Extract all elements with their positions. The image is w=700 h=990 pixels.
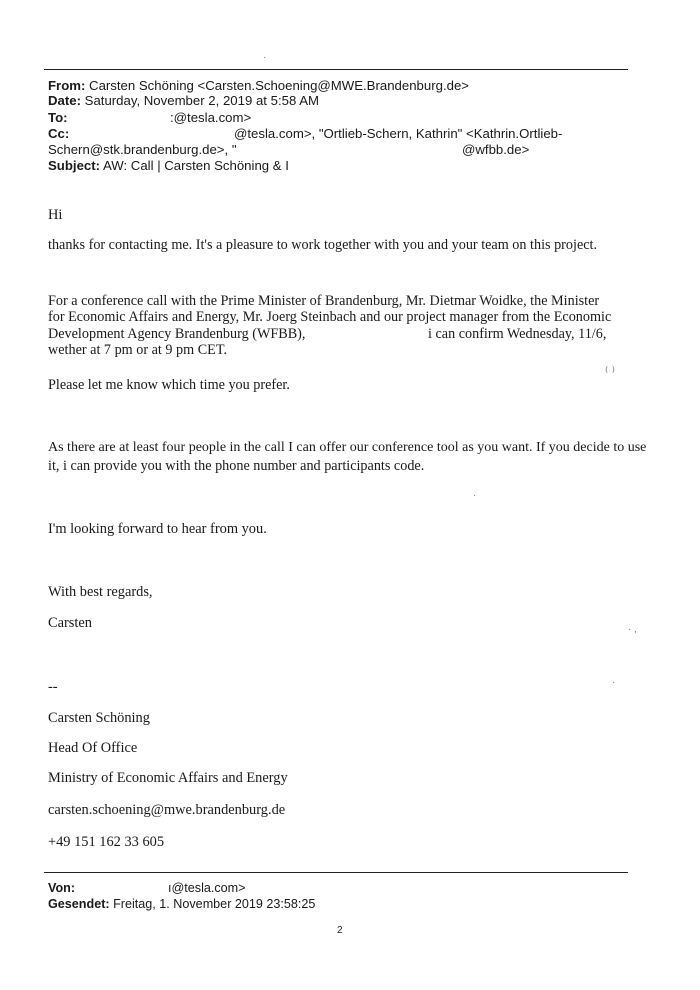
von-label: Von: — [48, 881, 76, 895]
subject-label: Subject: — [48, 158, 101, 173]
von-value: ı@tesla.com> — [168, 881, 246, 895]
gesendet-label: Gesendet: — [48, 897, 110, 911]
paragraph-call-line-3a: Development Agency Brandenburg (WFBB), — [48, 326, 306, 342]
page-number: 2 — [337, 925, 343, 936]
subject-line — [48, 157, 289, 175]
cc-value-2: Schern@stk.brandenburg.de>, " — [48, 142, 237, 157]
paragraph-tool-line-2: it, i can provide you with the phone number and participants code. — [48, 458, 425, 474]
date-value: Saturday, November 2, 2019 at 5:58 AM — [84, 93, 319, 108]
to-label: To: — [48, 110, 68, 125]
cc-value-3: @wfbb.de> — [462, 142, 530, 157]
scan-speck: · — [473, 490, 477, 501]
signature-name: Carsten Schöning — [48, 710, 150, 726]
gesendet-line — [48, 895, 315, 913]
gesendet-value: Freitag, 1. November 2019 23:58:25 — [113, 897, 316, 911]
subject-value: AW: Call | Carsten Schöning & I — [102, 158, 289, 173]
date-line — [48, 92, 319, 110]
paragraph-tool-line-1: As there are at least four people in the call I can offer our conference tool as you want. If you decide to use — [48, 440, 647, 455]
from-value: Carsten Schöning <Carsten.Schoening@MWE.Brandenburg.de> — [89, 78, 469, 93]
signature-org: Ministry of Economic Affairs and Energy — [48, 770, 288, 786]
signature-dashes: -- — [48, 679, 58, 695]
paragraph-call-line-1: For a conference call with the Prime Minister of Brandenburg, Mr. Dietmar Woidke, the Minister — [48, 293, 600, 309]
to-value: :@tesla.com> — [170, 110, 252, 125]
cc-value-1: @tesla.com>, "Ortlieb-Schern, Kathrin" <Kathrin.Ortlieb- — [234, 126, 563, 141]
signoff: Carsten — [48, 615, 92, 631]
scan-speck: · — [612, 677, 616, 688]
signature-phone: +49 151 162 33 605 — [48, 834, 165, 850]
signature-email: carsten.schoening@mwe.brandenburg.de — [48, 802, 286, 818]
top-rule — [44, 69, 628, 70]
cc-label: Cc: — [48, 126, 70, 141]
quoted-rule — [44, 872, 628, 873]
greeting: Hi — [48, 207, 63, 223]
paragraph-forward: I'm looking forward to hear from you. — [48, 521, 267, 537]
from-label: From: — [48, 78, 86, 93]
scan-speck: · — [263, 52, 267, 63]
scan-speck: ⁽ ⁾ — [605, 364, 615, 379]
paragraph-call-line-3b: i can confirm Wednesday, 11/6, — [428, 326, 607, 342]
paragraph-call-line-2: for Economic Affairs and Energy, Mr. Joerg Steinbach and our project manager from the Economic — [48, 309, 612, 325]
closing: With best regards, — [48, 584, 153, 600]
paragraph-prefer: Please let me know which time you prefer. — [48, 377, 290, 393]
scan-speck: · , — [628, 624, 637, 635]
paragraph-thanks: thanks for contacting me. It's a pleasure to work together with you and your team on this project. — [48, 237, 598, 253]
date-label: Date: — [48, 93, 81, 108]
paragraph-call-line-4: wether at 7 pm or at 9 pm CET. — [48, 342, 228, 358]
signature-title: Head Of Office — [48, 740, 138, 756]
